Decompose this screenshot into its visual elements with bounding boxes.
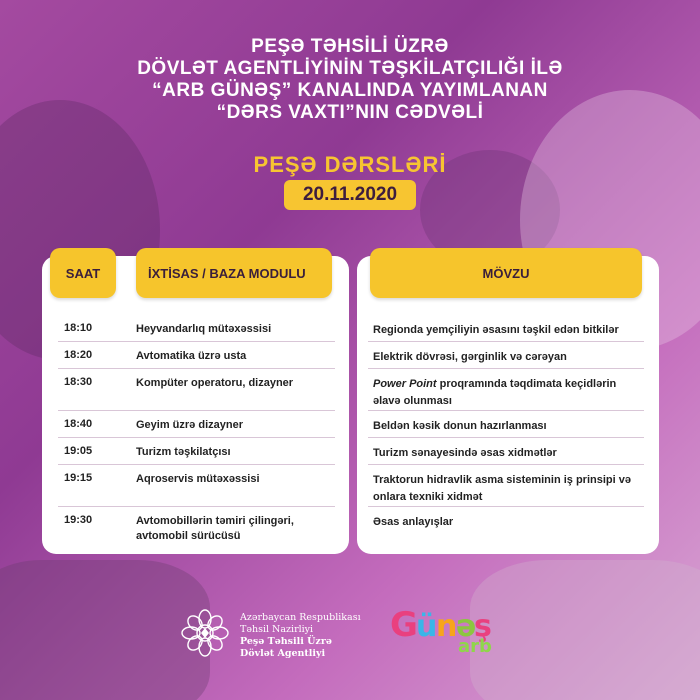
schedule-card-left [42, 256, 349, 554]
row-divider [368, 437, 644, 438]
row-divider [368, 506, 644, 507]
row-time: 18:10 [64, 322, 93, 334]
background-photo-bottom-right [470, 560, 700, 700]
organization-name [240, 612, 361, 660]
row-time: 18:20 [64, 349, 93, 361]
org-line: Azərbaycan Respublikası [240, 612, 361, 623]
row-profession: Aqroservis mütəxəssisi [136, 473, 260, 485]
row-divider [58, 506, 335, 507]
row-divider [58, 368, 335, 369]
column-header-time: SAAT [50, 248, 116, 298]
org-line: Peşə Təhsili Üzrə [240, 636, 332, 647]
svg-text:ş: ş [474, 609, 492, 644]
title-line: PEŞƏ TƏHSİLİ ÜZRƏ [251, 36, 449, 57]
row-divider [368, 464, 644, 465]
row-topic: Regionda yemçiliyin əsasını təşkil edən bitkilər [373, 324, 619, 336]
row-time: 19:30 [64, 514, 93, 526]
ornament-emblem-icon [180, 608, 230, 658]
row-divider [368, 368, 644, 369]
date-badge: 20.11.2020 [284, 180, 416, 210]
row-divider [58, 341, 335, 342]
row-topic: Elektrik dövrəsi, gərginlik və cərəyan [373, 351, 567, 363]
row-topic: Traktorun hidravlik asma sisteminin iş prinsipi və onlara texniki xidmət [373, 474, 631, 503]
title-line: “ARB GÜNƏŞ” KANALINDA YAYIMLANAN [152, 80, 548, 101]
svg-text:ə: ə [456, 609, 477, 644]
row-profession: Geyim üzrə dizayner [136, 419, 243, 431]
row-topic-italic: Power Point [373, 378, 437, 390]
org-line: Təhsil Nazirliyi [240, 624, 314, 635]
channel-logo-sub: arb [458, 636, 492, 657]
row-profession: Avtomatika üzrə usta [136, 350, 247, 362]
row-profession: Heyvandarlıq mütəxəssisi [136, 323, 272, 335]
poster-subtitle: PEŞƏ DƏRSLƏRİ [253, 152, 447, 177]
row-divider [368, 341, 644, 342]
row-divider [58, 437, 335, 438]
svg-text:G: G [390, 605, 418, 645]
title-line: DÖVLƏT AGENTLİYİNİN TƏŞKİLATÇILIĞI İLƏ [137, 58, 563, 79]
row-divider [368, 410, 644, 411]
row-topic: Turizm sənayesində əsas xidmətlər [373, 447, 557, 459]
row-profession: Turizm təşkilatçısı [136, 446, 231, 458]
row-topic: Beldən kəsik donun hazırlanması [373, 420, 547, 432]
row-profession: Avtomobillərin təmiri çilingəri, avtomobil sürücüsü [136, 515, 294, 542]
column-header-profession: İXTİSAS / BAZA MODULU [136, 248, 332, 298]
poster-title [0, 36, 700, 124]
row-time: 18:30 [64, 376, 93, 388]
title-line: “DƏRS VAXTI”NIN CƏDVƏLİ [216, 102, 484, 123]
row-topic: Əsas anlayışlar [373, 516, 454, 528]
row-time: 19:05 [64, 445, 93, 457]
row-topic [373, 376, 645, 410]
row-topic-rest: proqramında təqdimata keçidlərin əlavə olunması [373, 378, 617, 407]
row-divider [58, 410, 335, 411]
svg-text:ü: ü [416, 609, 438, 644]
row-profession: Kompüter operatoru, dizayner [136, 377, 294, 389]
org-line: Dövlət Agentliyi [240, 648, 326, 659]
column-header-topic: MÖVZU [370, 248, 642, 298]
background-photo-bottom-left [0, 560, 210, 700]
row-time: 18:40 [64, 418, 93, 430]
row-divider [58, 464, 335, 465]
svg-text:n: n [436, 609, 458, 644]
row-time: 19:15 [64, 472, 93, 484]
gunes-arb-logo [388, 600, 498, 670]
